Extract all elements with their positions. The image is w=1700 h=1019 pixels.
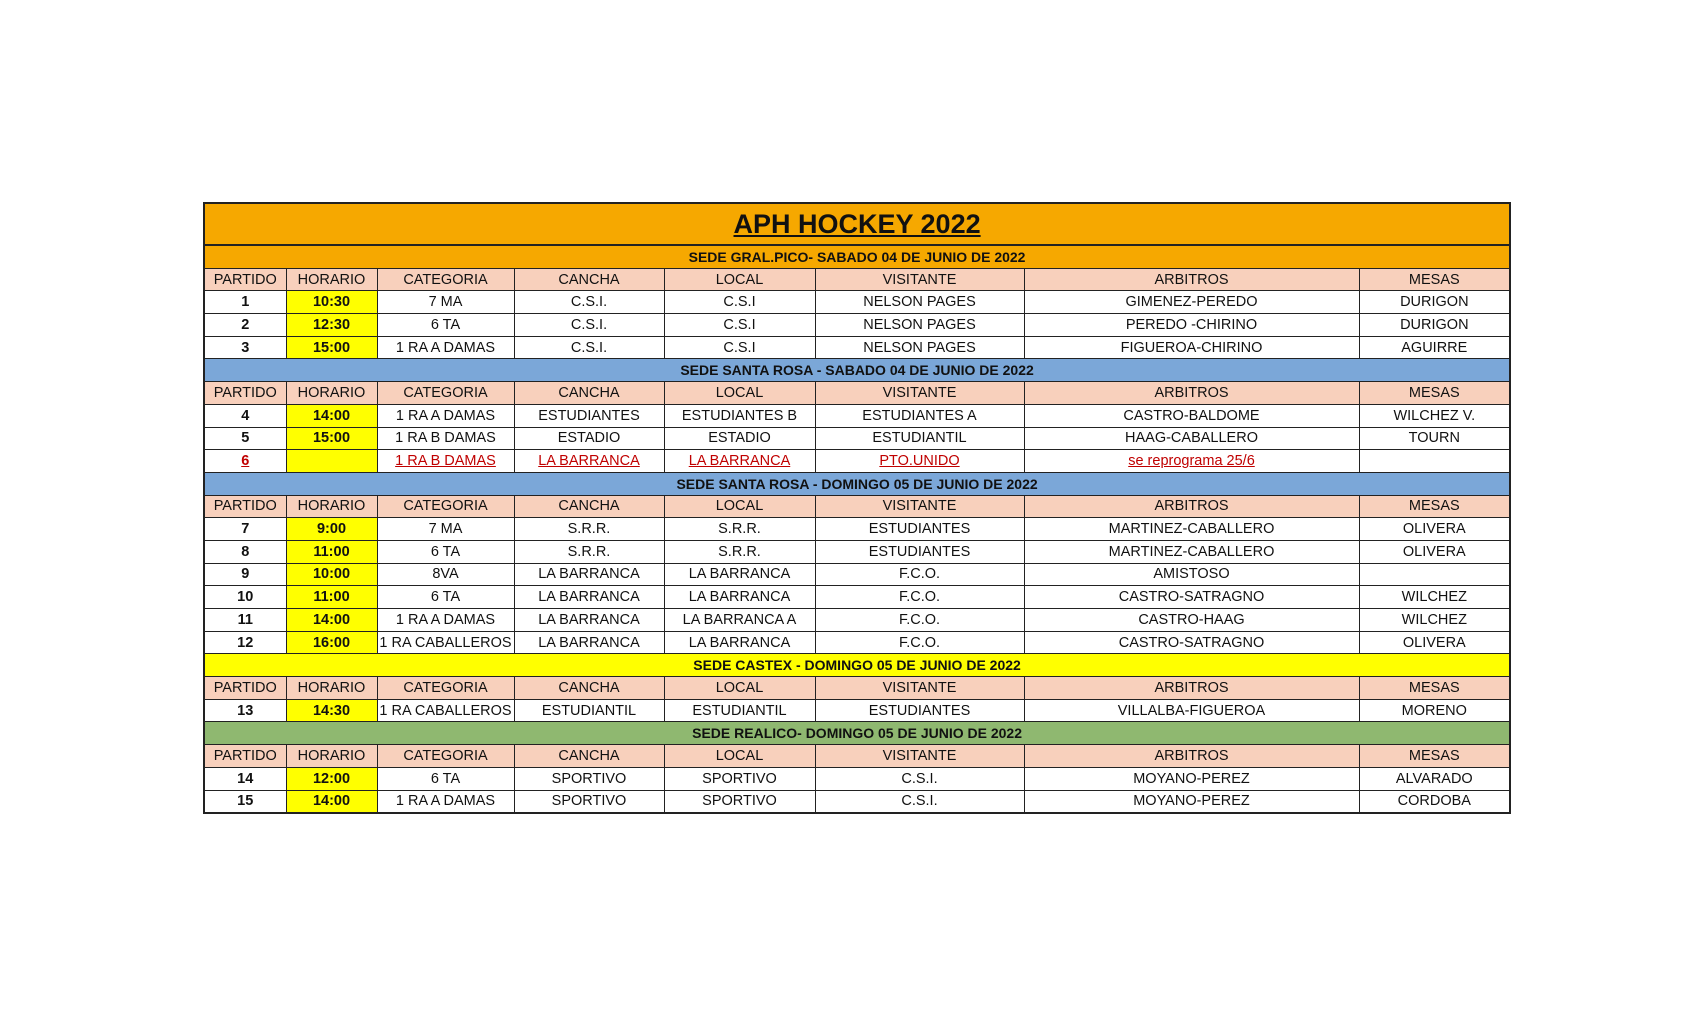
cell-visitante: NELSON PAGES — [815, 291, 1024, 314]
cell-partido: 8 — [204, 540, 286, 563]
cell-horario: 10:30 — [286, 291, 377, 314]
cell-local: ESTUDIANTES B — [664, 404, 815, 427]
cell-arbitros: PEREDO -CHIRINO — [1024, 314, 1359, 337]
column-header-categoria: CATEGORIA — [377, 268, 514, 291]
cell-visitante: NELSON PAGES — [815, 314, 1024, 337]
cell-local: LA BARRANCA — [664, 586, 815, 609]
cell-partido: 14 — [204, 767, 286, 790]
cell-categoria: 6 TA — [377, 314, 514, 337]
cell-partido: 2 — [204, 314, 286, 337]
cell-visitante: ESTUDIANTES A — [815, 404, 1024, 427]
column-header-visitante: VISITANTE — [815, 745, 1024, 768]
column-header-mesas: MESAS — [1359, 495, 1510, 518]
cell-horario: 15:00 — [286, 427, 377, 450]
cell-visitante: F.C.O. — [815, 586, 1024, 609]
column-header-arbitros: ARBITROS — [1024, 495, 1359, 518]
column-header-local: LOCAL — [664, 268, 815, 291]
table-row — [204, 427, 1510, 450]
cell-local: C.S.I — [664, 336, 815, 359]
cell-cancha: C.S.I. — [514, 314, 664, 337]
cell-cancha: ESTUDIANTIL — [514, 699, 664, 722]
column-header-local: LOCAL — [664, 495, 815, 518]
cell-cancha: SPORTIVO — [514, 790, 664, 813]
column-header-mesas: MESAS — [1359, 677, 1510, 700]
cell-arbitros: HAAG-CABALLERO — [1024, 427, 1359, 450]
column-header-categoria: CATEGORIA — [377, 745, 514, 768]
column-header-arbitros: ARBITROS — [1024, 677, 1359, 700]
cell-cancha: ESTADIO — [514, 427, 664, 450]
column-header-cancha: CANCHA — [514, 677, 664, 700]
column-header-horario: HORARIO — [286, 382, 377, 405]
sede-title: SEDE SANTA ROSA - SABADO 04 DE JUNIO DE 2022 — [204, 359, 1510, 382]
cell-cancha: SPORTIVO — [514, 767, 664, 790]
cell-cancha: S.R.R. — [514, 540, 664, 563]
cell-horario: 9:00 — [286, 518, 377, 541]
cell-cancha: C.S.I. — [514, 336, 664, 359]
column-header-horario: HORARIO — [286, 268, 377, 291]
table-row — [204, 790, 1510, 813]
sede-row — [204, 245, 1510, 268]
column-header-local: LOCAL — [664, 382, 815, 405]
table-row — [204, 631, 1510, 654]
cell-partido: 11 — [204, 609, 286, 632]
cell-mesas: WILCHEZ — [1359, 586, 1510, 609]
cell-categoria: 1 RA A DAMAS — [377, 609, 514, 632]
cell-arbitros: CASTRO-SATRAGNO — [1024, 631, 1359, 654]
cell-partido: 5 — [204, 427, 286, 450]
column-header-cancha: CANCHA — [514, 268, 664, 291]
column-header-visitante: VISITANTE — [815, 382, 1024, 405]
column-header-local: LOCAL — [664, 677, 815, 700]
cell-mesas: DURIGON — [1359, 314, 1510, 337]
column-header-visitante: VISITANTE — [815, 495, 1024, 518]
title-row — [204, 203, 1510, 245]
table-row — [204, 586, 1510, 609]
cell-visitante: F.C.O. — [815, 631, 1024, 654]
cell-partido: 13 — [204, 699, 286, 722]
column-header-cancha: CANCHA — [514, 745, 664, 768]
cell-mesas: AGUIRRE — [1359, 336, 1510, 359]
cell-partido: 15 — [204, 790, 286, 813]
cell-horario: 12:00 — [286, 767, 377, 790]
cell-categoria: 7 MA — [377, 291, 514, 314]
column-header-partido: PARTIDO — [204, 745, 286, 768]
cell-mesas: OLIVERA — [1359, 518, 1510, 541]
schedule-sheet — [203, 202, 1509, 814]
cell-categoria: 8VA — [377, 563, 514, 586]
column-header-row — [204, 495, 1510, 518]
cell-cancha: S.R.R. — [514, 518, 664, 541]
column-header-horario: HORARIO — [286, 745, 377, 768]
cell-arbitros: VILLALBA-FIGUEROA — [1024, 699, 1359, 722]
cell-horario: 12:30 — [286, 314, 377, 337]
cell-mesas: MORENO — [1359, 699, 1510, 722]
table-row — [204, 291, 1510, 314]
sede-row — [204, 722, 1510, 745]
cell-cancha: ESTUDIANTES — [514, 404, 664, 427]
column-header-visitante: VISITANTE — [815, 677, 1024, 700]
cell-horario: 14:00 — [286, 790, 377, 813]
schedule-table — [203, 202, 1511, 814]
cell-local: LA BARRANCA A — [664, 609, 815, 632]
cell-horario: 14:00 — [286, 404, 377, 427]
cell-local: ESTADIO — [664, 427, 815, 450]
sede-title: SEDE GRAL.PICO- SABADO 04 DE JUNIO DE 2022 — [204, 245, 1510, 268]
cell-mesas: CORDOBA — [1359, 790, 1510, 813]
cell-local: C.S.I — [664, 291, 815, 314]
cell-mesas: WILCHEZ — [1359, 609, 1510, 632]
cell-partido: 12 — [204, 631, 286, 654]
cell-local: LA BARRANCA — [664, 450, 815, 473]
cell-cancha: LA BARRANCA — [514, 450, 664, 473]
cell-arbitros: GIMENEZ-PEREDO — [1024, 291, 1359, 314]
table-row — [204, 699, 1510, 722]
column-header-visitante: VISITANTE — [815, 268, 1024, 291]
table-row — [204, 540, 1510, 563]
cell-partido: 9 — [204, 563, 286, 586]
sede-title: SEDE SANTA ROSA - DOMINGO 05 DE JUNIO DE 2022 — [204, 472, 1510, 495]
table-row — [204, 767, 1510, 790]
column-header-categoria: CATEGORIA — [377, 677, 514, 700]
cell-categoria: 6 TA — [377, 586, 514, 609]
cell-mesas: TOURN — [1359, 427, 1510, 450]
cell-visitante: F.C.O. — [815, 609, 1024, 632]
cell-horario: 10:00 — [286, 563, 377, 586]
column-header-partido: PARTIDO — [204, 677, 286, 700]
cell-arbitros: CASTRO-SATRAGNO — [1024, 586, 1359, 609]
table-row — [204, 450, 1510, 473]
cell-arbitros: CASTRO-HAAG — [1024, 609, 1359, 632]
table-row — [204, 314, 1510, 337]
cell-mesas: ALVARADO — [1359, 767, 1510, 790]
cell-mesas: OLIVERA — [1359, 631, 1510, 654]
cell-categoria: 1 RA B DAMAS — [377, 427, 514, 450]
sede-row — [204, 472, 1510, 495]
cell-visitante: NELSON PAGES — [815, 336, 1024, 359]
cell-visitante: ESTUDIANTES — [815, 518, 1024, 541]
sede-row — [204, 359, 1510, 382]
cell-horario — [286, 450, 377, 473]
cell-mesas: DURIGON — [1359, 291, 1510, 314]
sede-title: SEDE REALICO- DOMINGO 05 DE JUNIO DE 2022 — [204, 722, 1510, 745]
table-row — [204, 404, 1510, 427]
cell-categoria: 6 TA — [377, 540, 514, 563]
column-header-partido: PARTIDO — [204, 382, 286, 405]
cell-arbitros: FIGUEROA-CHIRINO — [1024, 336, 1359, 359]
cell-local: LA BARRANCA — [664, 631, 815, 654]
cell-horario: 14:30 — [286, 699, 377, 722]
cell-partido: 4 — [204, 404, 286, 427]
cell-visitante: C.S.I. — [815, 767, 1024, 790]
column-header-categoria: CATEGORIA — [377, 382, 514, 405]
cell-mesas — [1359, 450, 1510, 473]
cell-partido: 6 — [204, 450, 286, 473]
cell-mesas: WILCHEZ V. — [1359, 404, 1510, 427]
cell-cancha: LA BARRANCA — [514, 631, 664, 654]
cell-local: S.R.R. — [664, 540, 815, 563]
column-header-mesas: MESAS — [1359, 382, 1510, 405]
cell-arbitros: AMISTOSO — [1024, 563, 1359, 586]
cell-local: C.S.I — [664, 314, 815, 337]
cell-local: SPORTIVO — [664, 767, 815, 790]
cell-categoria: 1 RA A DAMAS — [377, 336, 514, 359]
cell-cancha: LA BARRANCA — [514, 563, 664, 586]
cell-local: ESTUDIANTIL — [664, 699, 815, 722]
cell-cancha: C.S.I. — [514, 291, 664, 314]
table-row — [204, 609, 1510, 632]
column-header-mesas: MESAS — [1359, 268, 1510, 291]
cell-partido: 7 — [204, 518, 286, 541]
column-header-arbitros: ARBITROS — [1024, 268, 1359, 291]
cell-visitante: F.C.O. — [815, 563, 1024, 586]
cell-partido: 3 — [204, 336, 286, 359]
column-header-row — [204, 745, 1510, 768]
cell-categoria: 1 RA CABALLEROS — [377, 699, 514, 722]
cell-arbitros: se reprograma 25/6 — [1024, 450, 1359, 473]
table-row — [204, 336, 1510, 359]
column-header-local: LOCAL — [664, 745, 815, 768]
cell-arbitros: MARTINEZ-CABALLERO — [1024, 540, 1359, 563]
column-header-cancha: CANCHA — [514, 495, 664, 518]
cell-horario: 11:00 — [286, 586, 377, 609]
cell-mesas — [1359, 563, 1510, 586]
cell-visitante: ESTUDIANTES — [815, 699, 1024, 722]
cell-visitante: C.S.I. — [815, 790, 1024, 813]
cell-local: LA BARRANCA — [664, 563, 815, 586]
cell-categoria: 6 TA — [377, 767, 514, 790]
cell-categoria: 1 RA CABALLEROS — [377, 631, 514, 654]
column-header-row — [204, 677, 1510, 700]
cell-local: S.R.R. — [664, 518, 815, 541]
cell-horario: 16:00 — [286, 631, 377, 654]
cell-horario: 15:00 — [286, 336, 377, 359]
table-row — [204, 518, 1510, 541]
column-header-arbitros: ARBITROS — [1024, 745, 1359, 768]
sede-title: SEDE CASTEX - DOMINGO 05 DE JUNIO DE 2022 — [204, 654, 1510, 677]
cell-arbitros: CASTRO-BALDOME — [1024, 404, 1359, 427]
column-header-mesas: MESAS — [1359, 745, 1510, 768]
cell-categoria: 1 RA A DAMAS — [377, 404, 514, 427]
column-header-horario: HORARIO — [286, 677, 377, 700]
cell-mesas: OLIVERA — [1359, 540, 1510, 563]
cell-cancha: LA BARRANCA — [514, 586, 664, 609]
column-header-horario: HORARIO — [286, 495, 377, 518]
cell-arbitros: MOYANO-PEREZ — [1024, 790, 1359, 813]
sede-row — [204, 654, 1510, 677]
column-header-cancha: CANCHA — [514, 382, 664, 405]
cell-categoria: 1 RA B DAMAS — [377, 450, 514, 473]
column-header-arbitros: ARBITROS — [1024, 382, 1359, 405]
cell-partido: 1 — [204, 291, 286, 314]
table-row — [204, 563, 1510, 586]
cell-local: SPORTIVO — [664, 790, 815, 813]
cell-cancha: LA BARRANCA — [514, 609, 664, 632]
column-header-row — [204, 382, 1510, 405]
cell-categoria: 7 MA — [377, 518, 514, 541]
cell-arbitros: MARTINEZ-CABALLERO — [1024, 518, 1359, 541]
cell-horario: 11:00 — [286, 540, 377, 563]
column-header-partido: PARTIDO — [204, 495, 286, 518]
column-header-partido: PARTIDO — [204, 268, 286, 291]
cell-visitante: PTO.UNIDO — [815, 450, 1024, 473]
cell-horario: 14:00 — [286, 609, 377, 632]
page-title: APH HOCKEY 2022 — [204, 203, 1510, 245]
cell-visitante: ESTUDIANTES — [815, 540, 1024, 563]
cell-visitante: ESTUDIANTIL — [815, 427, 1024, 450]
column-header-categoria: CATEGORIA — [377, 495, 514, 518]
cell-partido: 10 — [204, 586, 286, 609]
cell-categoria: 1 RA A DAMAS — [377, 790, 514, 813]
column-header-row — [204, 268, 1510, 291]
cell-arbitros: MOYANO-PEREZ — [1024, 767, 1359, 790]
